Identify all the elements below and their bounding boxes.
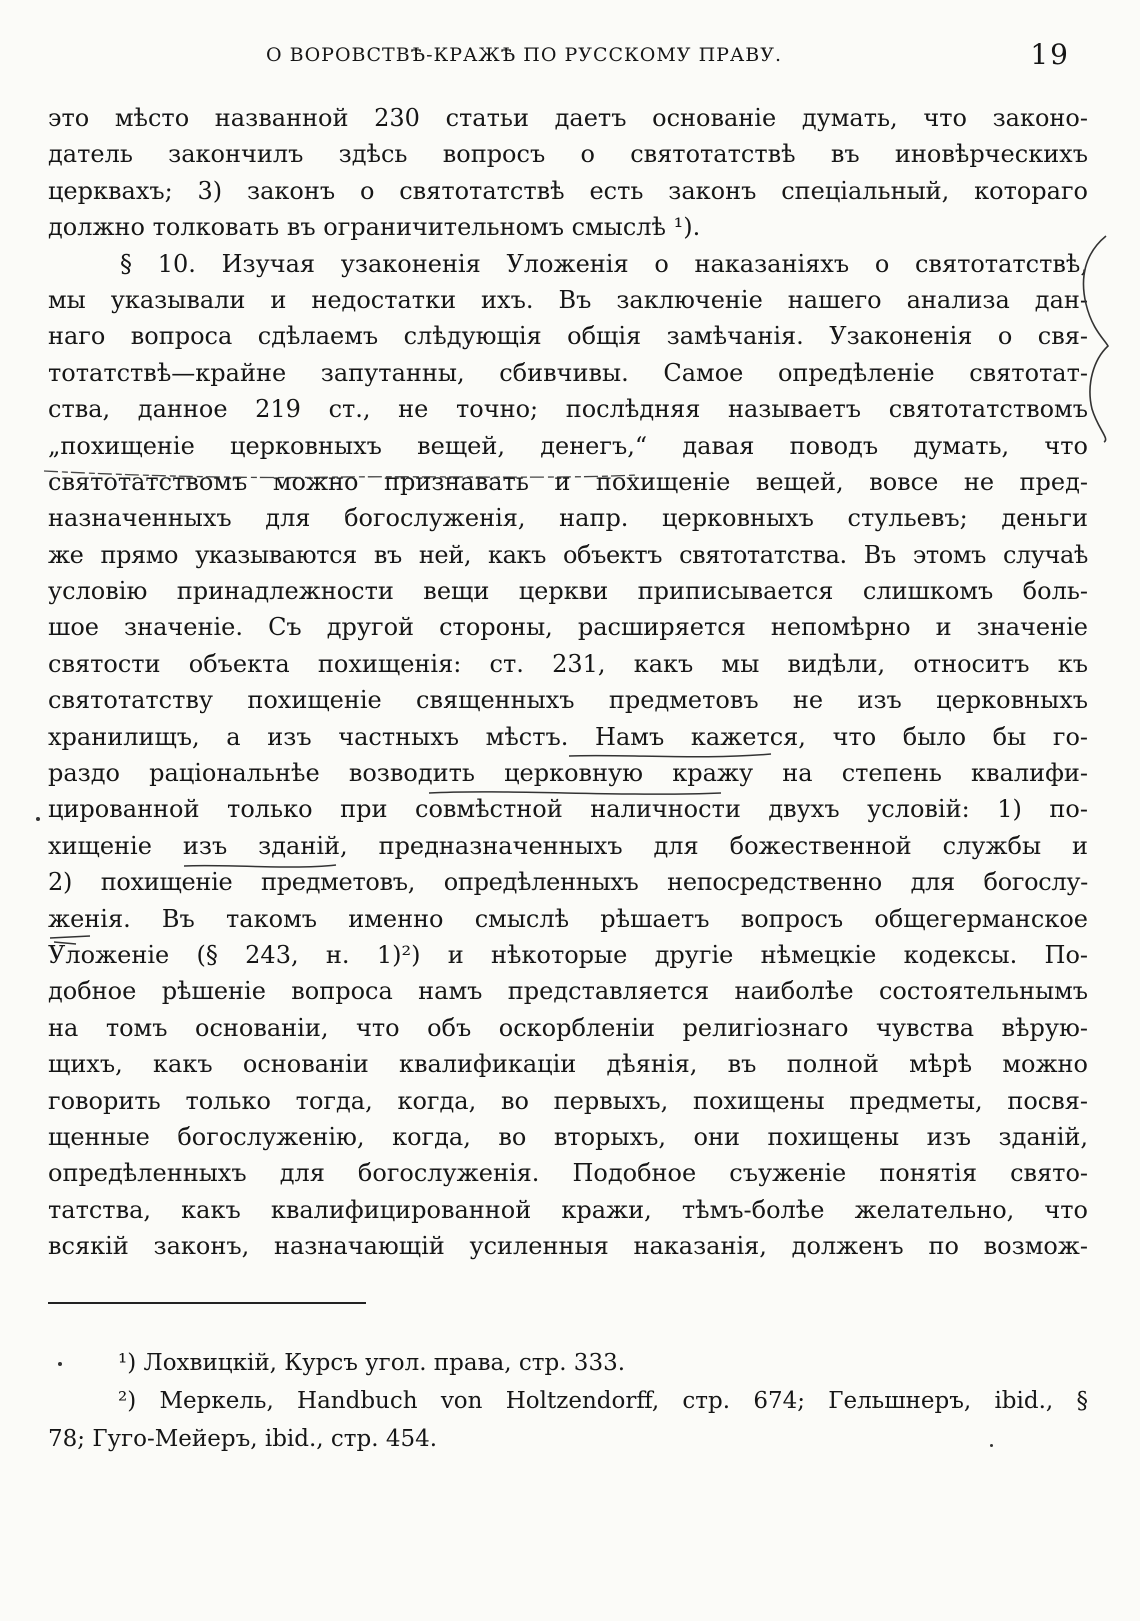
body-line: хранилищъ, а изъ частныхъ мѣстъ. Намъ кажется, что было бы го- bbox=[48, 722, 1088, 751]
body-line: мы указывали и недостатки ихъ. Въ заключеніе нашего анализа дан- bbox=[48, 285, 1088, 314]
footnote-1: ¹) Лохвицкій, Курсъ угол. права, стр. 333. bbox=[118, 1350, 626, 1376]
margin-dot bbox=[36, 817, 40, 821]
body-line: это мѣсто названной 230 статьи даетъ основаніе думать, что законо- bbox=[48, 104, 1088, 132]
body-line: щенные богослуженію, когда, во вторыхъ, они похищены изъ зданій, bbox=[48, 1122, 1088, 1151]
body-line: на томъ основаніи, что объ оскорбленіи религіознаго чувства вѣрую- bbox=[48, 1013, 1088, 1042]
body-line: „похищеніе церковныхъ вещей, денегъ,“ давая поводъ думать, что bbox=[48, 431, 1088, 460]
body-line: святотатству похищеніе священныхъ предметовъ не изъ церковныхъ bbox=[48, 686, 1088, 715]
pencil-underline bbox=[425, 785, 725, 807]
body-text bbox=[48, 100, 1088, 1265]
margin-dot bbox=[990, 1444, 993, 1447]
body-line: шое значеніе. Съ другой стороны, расширяется непомѣрно и значеніе bbox=[48, 613, 1088, 642]
body-line: церквахъ; 3) законъ о святотатствѣ есть законъ спеціальный, котораго bbox=[48, 176, 1088, 205]
body-line: наго вопроса сдѣлаемъ слѣдующія общія замѣчанія. Узаконенія о свя- bbox=[48, 322, 1088, 351]
paragraph-start-line: § 10. Изучая узаконенія Уложенія о наказаніяхъ о святотатствѣ, bbox=[120, 249, 1088, 278]
pencil-underline bbox=[565, 748, 775, 770]
body-line: назначенныхъ для богослуженія, напр. церковныхъ стульевъ; деньги bbox=[48, 504, 1088, 533]
body-line: щихъ, какъ основаніи квалификаціи дѣянія, въ полной мѣрѣ можно bbox=[48, 1050, 1088, 1079]
margin-bracket-annotation bbox=[1074, 234, 1124, 444]
body-line: цированной только при совмѣстной наличности двухъ условій: 1) по- bbox=[48, 795, 1088, 824]
body-line: всякій законъ, назначающій усиленныя наказанія, долженъ по возмож- bbox=[48, 1232, 1088, 1261]
body-line: Уложеніе (§ 243, н. 1)²) и нѣкоторые другіе нѣмецкіе кодексы. По- bbox=[48, 940, 1088, 969]
body-line: тотатствѣ—крайне запутанны, сбивчивы. Самое опредѣленіе святотат- bbox=[48, 358, 1088, 387]
body-line: раздо раціональнѣе возводить церковную кражу на степень квалифи- bbox=[48, 759, 1088, 788]
body-line: хищеніе изъ зданій, предназначенныхъ для божественной службы и bbox=[48, 831, 1088, 860]
page-header bbox=[48, 38, 1088, 82]
pencil-underline bbox=[180, 858, 340, 878]
body-line: должно толковать въ ограничительномъ смыслѣ ¹). bbox=[48, 213, 701, 242]
body-line: ства, данное 219 ст., не точно; послѣдняя называетъ святотатствомъ bbox=[48, 395, 1088, 424]
pencil-mark bbox=[46, 930, 96, 950]
body-line: говорить только тогда, когда, во первыхъ, похищены предметы, посвя- bbox=[48, 1086, 1088, 1115]
bracket-drawing bbox=[1074, 234, 1124, 444]
body-line: условію принадлежности вещи церкви приписывается слишкомъ боль- bbox=[48, 577, 1088, 606]
footnote-2-continuation: 78; Гуго-Мейеръ, ibid., стр. 454. bbox=[48, 1426, 438, 1452]
body-line: опредѣленныхъ для богослуженія. Подобное съуженіе понятія свято- bbox=[48, 1159, 1088, 1188]
running-head: О ВОРОВСТВѢ-КРАЖѢ ПО РУССКОМУ ПРАВУ. bbox=[266, 44, 783, 66]
page-number: 19 bbox=[1030, 38, 1070, 71]
body-line: татства, какъ квалифицированной кражи, тѣмъ-болѣе желательно, что bbox=[48, 1195, 1088, 1224]
pencil-underline bbox=[40, 455, 640, 485]
footnote-2: ²) Меркель, Handbuch von Holtzendorff, стр. 674; Гельшнеръ, ibid., § bbox=[118, 1388, 1088, 1414]
body-line: датель закончилъ здѣсь вопросъ о святотатствѣ въ иновѣрческихъ bbox=[48, 140, 1088, 169]
margin-dot bbox=[58, 1362, 62, 1366]
body-line: 2) похищеніе предметовъ, опредѣленныхъ непосредственно для богослу- bbox=[48, 868, 1088, 897]
footnotes bbox=[48, 1344, 1088, 1458]
body-line: же прямо указываются въ ней, какъ объектъ святотатства. Въ этомъ случаѣ bbox=[48, 540, 1088, 569]
body-line: женія. Въ такомъ именно смыслѣ рѣшаетъ вопросъ общегерманское bbox=[48, 904, 1088, 933]
body-line: добное рѣшеніе вопроса намъ представляется наиболѣе состоятельнымъ bbox=[48, 977, 1088, 1006]
body-line: святости объекта похищенія: ст. 231, какъ мы видѣли, относитъ къ bbox=[48, 649, 1088, 678]
footnote-divider bbox=[48, 1302, 366, 1304]
body-line: святотатствомъ можно признавать и похищеніе вещей, вовсе не пред- bbox=[48, 467, 1088, 496]
